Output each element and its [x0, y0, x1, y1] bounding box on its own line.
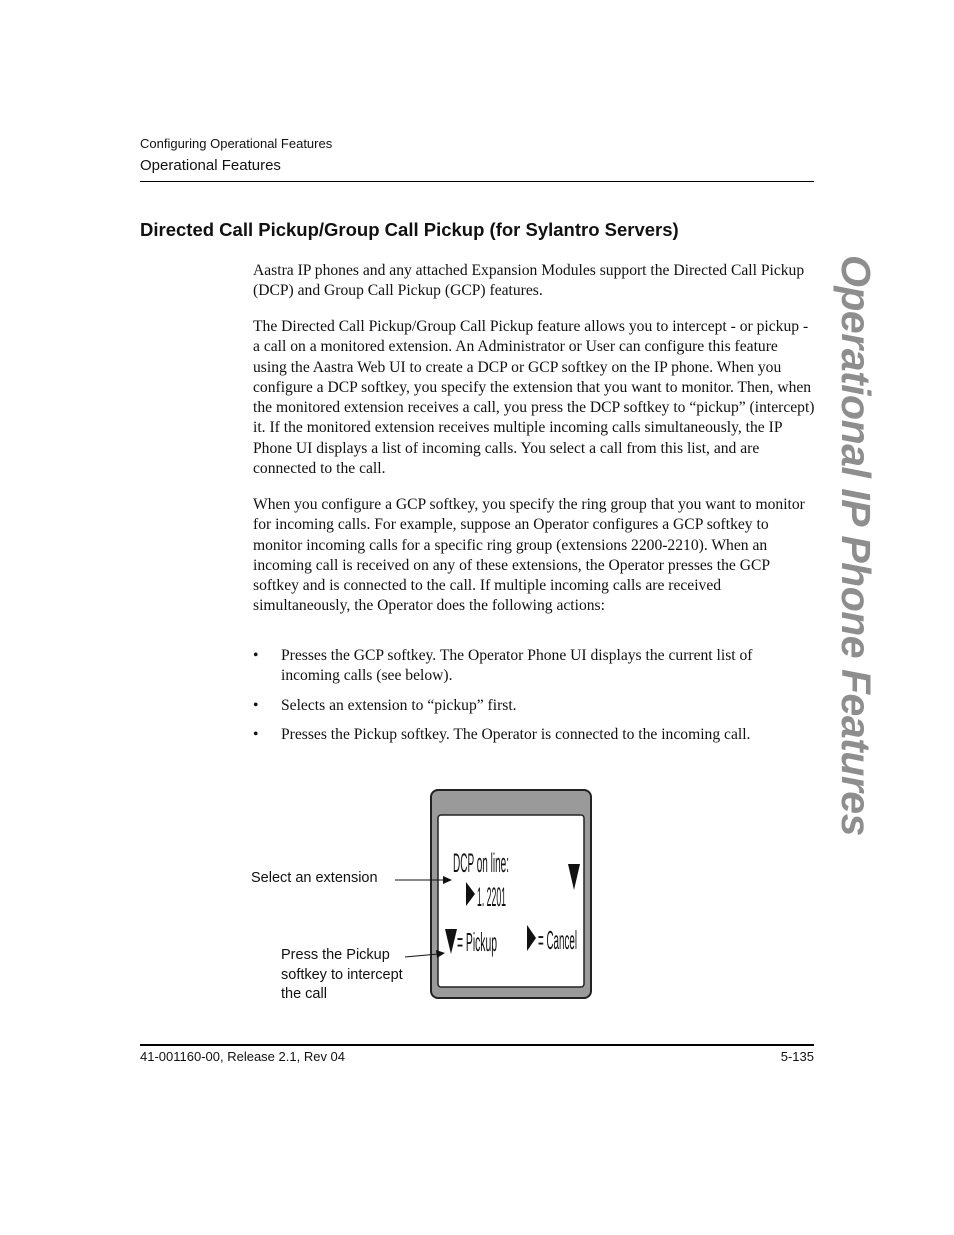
running-header-chapter: Configuring Operational Features: [140, 136, 333, 151]
bullet-marker: •: [253, 647, 259, 664]
running-header-section: Operational Features: [140, 157, 281, 174]
side-tab-title: Operational IP Phone Features: [833, 255, 879, 836]
bullet-marker: •: [253, 726, 259, 743]
softkey-cancel-label: = Cancel: [538, 925, 577, 955]
paragraph-intro: Aastra IP phones and any attached Expansion Modules support the Directed Call Pickup (DCP) and Group Call Pickup (GCP) features.: [253, 262, 805, 300]
paragraph-dcp: The Directed Call Pickup/Group Call Pickup feature allows you to intercept - or pickup - a call on a monitored extension. An Administrator or User can configure this feature using the Aastra Web UI to create a DCP or GCP softkey on the IP phone. When you configure a DCP softkey, you specify the extension that you want to monitor. Then, when the monitored extension receives a call, you press the DCP softkey to “pickup” (intercept) it. If the monitored extension receives multiple incoming calls simultaneously, the IP Phone UI displays a list of incoming calls. You select a call from this list, and are connected to the call.: [253, 318, 815, 478]
callout-line: the call: [281, 986, 327, 1002]
phone-screen: [438, 815, 584, 987]
bullet-text: Selects an extension to “pickup” first.: [281, 697, 517, 714]
paragraph-gcp: When you configure a GCP softkey, you specify the ring group that you want to monitor for incoming calls. For example, suppose an Operator configures a GCP softkey to monitor incoming calls for a specific ring group (extensions 2200-2210). When an incoming call is received on any of these extensions, the Operator presses the GCP softkey and is connected to the call. If multiple incoming calls are received simultaneously, the Operator does the following actions:: [253, 496, 805, 615]
bullet-text: Presses the GCP softkey. The Operator Phone UI displays the current list of incoming calls (see below).: [281, 647, 753, 684]
softkey-pickup-label: = Pickup: [457, 927, 497, 957]
callout-select-extension: Select an extension: [251, 870, 378, 886]
footer-doc-id: 41-001160-00, Release 2.1, Rev 04: [140, 1049, 346, 1064]
screen-line-2: 1. 2201: [477, 882, 506, 912]
bullet-marker: •: [253, 697, 259, 714]
footer-rule: [140, 1044, 814, 1046]
callout-line: Press the Pickup: [281, 947, 390, 963]
section-title: Directed Call Pickup/Group Call Pickup (for Sylantro Servers): [140, 219, 679, 240]
screen-line-1: DCP on line:: [453, 848, 509, 878]
footer-page-number: 5-135: [780, 1049, 814, 1064]
callout-line: softkey to intercept: [281, 966, 403, 983]
bullet-text: Presses the Pickup softkey. The Operator is connected to the incoming call.: [281, 726, 751, 743]
callout-press-pickup: [281, 946, 403, 1005]
